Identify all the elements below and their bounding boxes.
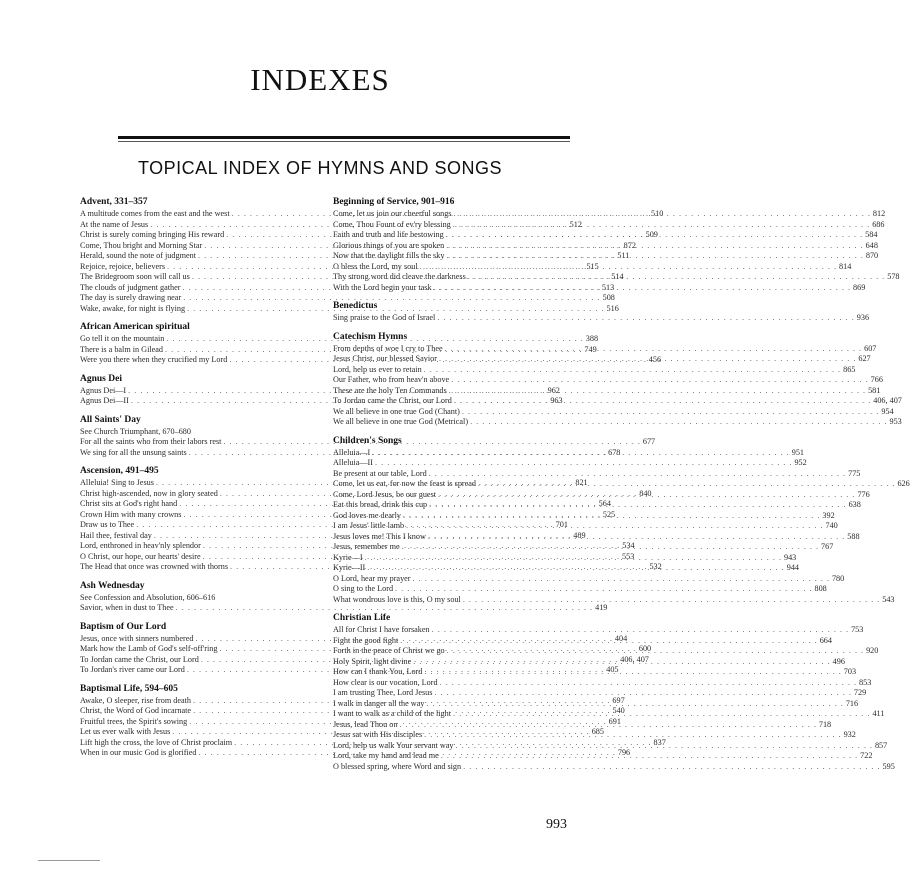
hymn-title: Rejoice, rejoice, believers [80,261,166,271]
section-note: See Confession and Absolution, 606–616 [80,592,216,602]
hymn-title: Savior, when in dust to Thee [80,603,174,612]
hymn-number: 703 [843,667,857,676]
hymn-number: 954 [881,406,894,416]
hymn-title: We sing for all the unsung saints [80,447,187,457]
hymn-number: 685 [591,727,604,736]
hymn-number: 456 [648,355,662,364]
hymn-title: We all believe in one true God (Chant) [333,406,460,416]
hymn-number: 812 [872,209,886,218]
hymn-number: 951 [791,447,804,457]
hymn-number: 578 [887,272,900,281]
dot-leader [434,688,851,699]
dot-leader [468,272,885,283]
dot-leader [432,625,849,636]
hymn-number: 515 [586,261,599,271]
hymn-title: Kyrie—I [333,552,363,562]
hymn-title: Lord, enthroned in heav'nly splendor [80,541,201,550]
dot-leader [438,490,855,501]
hymn-number: 767 [821,542,834,551]
hymn-number: 718 [818,719,832,729]
hymn-title: From depths of woe I cry to Thee [333,343,443,353]
hymn-title: Jesus loves me! This I know [333,531,426,541]
hymn-number: 513 [601,282,615,292]
hymn-number: 540 [612,706,625,715]
hymn-title: Fruitful trees, the Spirit's sowing [80,716,188,726]
hymn-title: Hail thee, festival day [80,530,152,540]
dot-leader [372,448,789,459]
hymn-title: God loves me dearly [333,510,401,520]
hymn-title: The day is surely drawing near [80,293,182,302]
hymn-title: With the Lord begin your task [333,282,432,292]
page-title: INDEXES [250,62,390,97]
title-rule-thin [118,141,570,142]
hymn-title: At the name of Jesus [80,219,149,229]
dot-leader [420,262,837,273]
hymn-title: What wondrous love is this, O my soul [333,594,461,604]
hymn-number: 775 [848,468,861,478]
section-title: Benedictus [333,301,378,311]
hymn-number: 516 [606,303,619,313]
dot-leader [441,751,858,762]
hymn-number: 489 [573,530,586,540]
hymn-number: 532 [649,562,662,571]
hymn-number: 865 [843,364,856,374]
hymn-number: 953 [889,417,902,426]
hymn-title: Christ sits at God's right hand [80,499,178,508]
hymn-number: 607 [864,343,877,353]
hymn-title: Alleluia—I [333,447,371,457]
hymn-number: 932 [843,730,856,739]
hymn-number: 808 [814,584,827,593]
index-entry [333,573,845,585]
section-title: Children's Songs [333,435,402,446]
hymn-number: 588 [847,531,860,541]
hymn-title: I am Jesus' little lamb [333,521,405,530]
hymn-title: Come, Thou bright and Morning Star [80,240,203,250]
hymn-title: Agnus Dei—II [80,396,129,405]
dot-leader [424,730,841,741]
index-entry [333,417,902,428]
dot-leader [439,354,856,365]
index-entry [333,479,910,490]
hymn-number: 701 [555,520,568,529]
hymn-number: 392 [822,510,835,520]
hymn-number: 853 [859,677,872,687]
dot-leader [453,709,870,720]
hymn-title: Faith and truth and life bestowing [333,230,444,239]
dot-leader [429,469,846,480]
hymn-title: Forth in the peace of Christ we go [333,646,445,655]
hymn-number: 627 [858,354,871,363]
hymn-title: Eat this bread, drink this cup [333,500,428,509]
hymn-title: Sing praise to the God of Israel [333,313,436,322]
index-entry [333,594,895,606]
dot-leader [463,762,880,773]
hymn-number: 626 [897,479,910,488]
dot-leader [434,283,851,294]
hymn-title: I walk in danger all the way [333,698,425,708]
section-title: All Saints' Day [80,414,141,425]
hymn-title: To Jordan came the Christ, our Lord [333,396,452,405]
dot-leader [440,678,857,689]
hymn-title: Draw us to Thee [80,520,135,529]
hymn-title: To Jordan's river came our Lord [80,665,185,674]
dot-leader [406,521,823,532]
dot-leader [399,720,816,731]
hymn-number: 512 [569,219,582,229]
section-title: Catechism Hymns [333,331,408,342]
hymn-number: 952 [794,458,807,467]
index-entry [333,313,870,324]
section-title: Christian Life [333,613,391,623]
hymn-number: 936 [856,313,870,322]
hymn-number: 525 [602,509,616,519]
hymn-title: To Jordan came the Christ, our Lord [80,654,199,664]
hymn-number: 553 [622,551,635,561]
hymn-title: Awake, O sleeper, rise from death [80,695,191,705]
hymn-number: 821 [575,478,588,487]
hymn-number: 872 [623,240,636,250]
hymn-number: 404 [614,633,628,643]
hymn-title: O sing to the Lord [333,584,394,593]
hymn-number: 419 [595,603,608,612]
hymn-number: 686 [872,219,885,229]
hymn-title: The Bridegroom soon will call us [80,272,190,281]
dot-leader [453,209,870,220]
hymn-number: 962 [547,385,560,395]
hymn-number: 780 [831,573,845,583]
hymn-number: 814 [839,261,852,271]
hymn-number: 584 [865,230,878,239]
hymn-number: 514 [611,272,624,281]
index-entry [80,603,608,614]
hymn-number: 963 [550,396,563,405]
hymn-number: 388 [585,334,599,343]
index-entry [333,688,867,699]
hymn-title: Go tell it on the mountain [80,334,165,343]
dot-leader [429,500,846,511]
index-entry [333,219,885,231]
hymn-title: Holy Spirit, light divine [333,656,412,666]
hymn-title: Come, Thou Fount of ev'ry blessing [333,219,451,229]
dot-leader [437,313,854,324]
hymn-number: 638 [848,500,861,509]
hymn-title: Alleluia—II [333,458,374,467]
hymn-title: O Lord, hear my prayer [333,573,411,583]
hymn-title: Let us ever walk with Jesus [80,727,171,736]
hymn-number: 749 [584,344,597,354]
hymn-title: Be present at our table, Lord [333,468,427,478]
hymn-title: When in our music God is glorified [80,748,197,757]
hymn-number: 406, 407 [873,396,902,405]
hymn-title: Jesus sat with His disciples [333,730,423,739]
hymn-title: Christ, the Word of God incarnate [80,706,192,715]
hymn-title: Were you there when they crucified my Lord [80,355,228,364]
index-entry [333,406,894,418]
hymn-title: I am trusting Thee, Lord Jesus [333,688,433,697]
hymn-number: 944 [786,563,799,572]
section-title: Beginning of Service, 901–916 [333,197,455,207]
hymn-title: The clouds of judgment gather [80,282,181,292]
index-entry [333,458,807,469]
hymn-number: 508 [602,293,615,302]
hymn-number: 870 [865,251,879,260]
hymn-number: 716 [845,698,859,708]
dot-leader [453,220,870,231]
hymn-number: 509 [645,230,658,239]
hymn-number: 740 [825,521,838,530]
hymn-title: How clear is our vocation, Lord [333,677,438,687]
dot-leader [454,396,871,407]
hymn-number: 796 [617,748,631,757]
hymn-title: We all believe in one true God (Metrical) [333,417,469,426]
section-title: Baptism of Our Lord [80,621,167,632]
index-entry [333,625,864,636]
hymn-title: These are the holy Ten Commands [333,385,447,395]
hymn-title: A multitude comes from the east and the west [80,209,230,218]
dot-leader [403,511,820,522]
hymn-title: All for Christ I have forsaken [333,625,430,634]
index-entry [333,396,902,407]
dot-leader [446,230,863,241]
hymn-number: 496 [832,656,845,666]
hymn-number: 722 [860,751,873,760]
dot-leader [426,699,843,710]
dot-leader [365,553,782,564]
title-rule-thick [118,136,570,139]
section-title: Ascension, 491–495 [80,466,159,476]
section-title: Advent, 331–357 [80,197,148,207]
hymn-title: Christ high-ascended, now in glory seated [80,488,218,498]
index-entry [333,343,877,355]
dot-leader [478,479,895,490]
dot-leader [451,375,868,386]
hymn-title: Crown Him with many crowns [80,509,182,519]
hymn-title: Lord, help us walk Your servant way [333,740,454,750]
hymn-title: Mark how the Lamb of God's self-off'ring [80,644,218,653]
hymn-title: The Head that once was crowned with thorns [80,562,229,571]
hymn-number: 664 [819,635,832,645]
dot-leader [402,542,819,553]
hymn-title: Glorious things of you are spoken [333,240,445,250]
dot-leader [400,633,817,647]
hymn-title: O bless the Lord, my soul [333,261,418,271]
hymn-number: 411 [872,709,885,718]
index-entry [333,385,881,397]
hymn-number: 766 [870,375,883,384]
dot-leader [463,595,880,606]
hymn-title: Come, Lord Jesus, be our guest [333,489,437,499]
hymn-number: 534 [622,541,635,550]
dot-leader [424,365,841,376]
index-entry [80,293,615,304]
dot-leader [375,458,792,469]
hymn-number: 776 [857,489,870,499]
dot-leader [447,646,864,657]
hymn-number: 677 [642,437,656,446]
dot-leader [424,667,841,678]
index-entry [333,261,852,273]
dot-leader [413,654,830,668]
hymn-number: 678 [608,447,621,457]
hymn-title: Wake, awake, for night is flying [80,303,186,313]
index-entry [333,375,883,386]
hymn-title: Alleluia! Sing to Jesus [80,478,154,487]
hymn-number: 697 [612,695,625,705]
hymn-number: 869 [853,282,866,292]
index-subtitle: TOPICAL INDEX OF HYMNS AND SONGS [137,158,503,178]
hymn-number: 406, 407 [620,654,649,664]
page-number: 993 [546,817,567,832]
hymn-title: Jesus, lead Thou on [333,719,398,729]
hymn-title: Kyrie—II [333,563,366,572]
footer-rule [38,860,100,861]
hymn-number: 729 [853,688,867,697]
hymn-title: Jesus, once with sinners numbered [80,633,194,643]
hymn-title: Jesus Christ, our blessed Savior [333,354,437,363]
hymn-title: Agnus Dei—I [80,385,127,395]
index-entry [333,677,872,689]
hymn-number: 920 [866,646,879,655]
hymn-number: 837 [653,737,666,747]
dot-leader [445,344,862,355]
section-title: Agnus Dei [80,373,122,384]
hymn-title: Come, let us join our cheerful songs [333,209,452,218]
hymn-number: 648 [865,240,878,250]
hymn-number: 600 [638,644,652,653]
index-entry [333,521,838,532]
hymn-number: 581 [868,385,881,395]
hymn-title: How can I thank You, Lord [333,667,423,676]
section-title: Ash Wednesday [80,580,145,591]
dot-leader [456,741,873,752]
hymn-number: 511 [617,251,630,260]
dot-leader [367,563,784,574]
dot-leader [446,251,863,262]
index-entry [333,364,856,376]
hymn-title: There is a balm in Gilead [80,344,163,354]
hymn-number: 753 [851,625,864,634]
hymn-title: Fight the good fight [333,635,399,645]
hymn-number: 510 [651,209,664,218]
dot-leader [446,241,863,252]
hymn-number: 943 [783,552,797,562]
hymn-title: For all the saints who from their labors rest [80,437,222,446]
hymn-title: Lift high the cross, the love of Christ proclaim [80,737,233,747]
dot-leader [428,532,845,543]
dot-leader [413,574,830,585]
section-title: African American spiritual [80,322,190,332]
index-entry [333,761,895,773]
hymn-title: O Christ, our hope, our hearts' desire [80,551,201,561]
hymn-number: 405 [606,665,619,674]
hymn-number: 840 [639,488,652,498]
hymn-title: Thy strong word did cleave the darkness [333,272,466,281]
hymn-number: 595 [882,761,895,771]
hymn-title: O blessed spring, where Word and sign [333,761,462,771]
dot-leader [395,584,812,595]
hymn-title: Now that the daylight fills the sky [333,251,445,260]
hymn-title: Herald, sound the note of judgment [80,251,196,260]
index-entry [333,584,827,595]
hymn-title: Come, let us eat, for now the feast is spread [333,479,477,488]
dot-leader [462,407,879,418]
dot-leader [470,417,887,428]
hymn-number: 857 [874,740,888,750]
index-entry [333,531,860,543]
section-note: See Church Triumphant, 670–680 [80,426,191,436]
index-entry [333,468,861,480]
hymn-number: 691 [608,716,621,726]
hymn-title: I want to walk as a child of the light [333,709,452,718]
hymn-title: Jesus, remember me [333,542,400,551]
hymn-title: Lord, help us ever to retain [333,364,422,374]
hymn-title: Christ is surely coming bringing His reward [80,230,225,239]
hymn-number: 543 [882,594,895,604]
hymn-title: Lord, take my hand and lead me [333,751,439,760]
hymn-title: Our Father, who from heav'n above [333,375,450,384]
section-title: Baptismal Life, 594–605 [80,683,178,694]
dot-leader [449,386,866,397]
hymn-number: 564 [598,499,611,508]
